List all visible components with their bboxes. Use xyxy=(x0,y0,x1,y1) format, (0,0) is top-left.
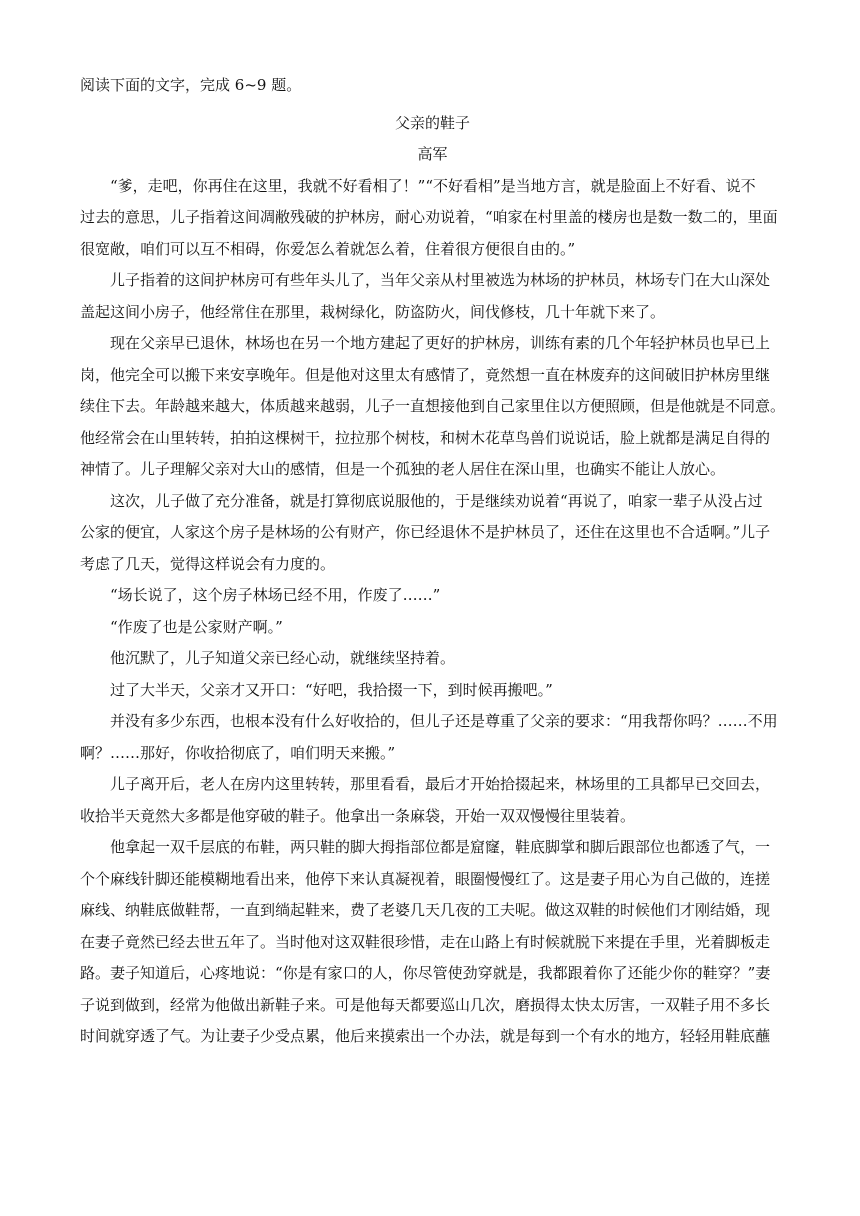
article-title: 父亲的鞋子 xyxy=(394,113,470,132)
paragraph-line: 个个麻线针脚还能模糊地看出来，他停下来认真凝视着，眼圈慢慢红了。这是妻子用心为自己做的，连搓 xyxy=(80,869,771,888)
paragraph xyxy=(80,265,785,328)
article-body xyxy=(80,171,785,1053)
paragraph-line: 过去的意思，儿子指着这间凋敝残破的护林房，耐心劝说着，“咱家在村里盖的楼房也是数一数二的，里面 xyxy=(80,208,778,226)
paragraph-line: 他沉默了，儿子知道父亲已经心动，就继续坚持着。 xyxy=(110,649,456,667)
paragraph-line: 续住下去。年龄越来越大，体质越来越弱，儿子一直想接他到自己家里住以方便照顾，但是他就是不同意。 xyxy=(80,397,786,415)
paragraph-line: 时间就穿透了气。为让妻子少受点累，他后来摸索出一个办法，就是每到一个有水的地方，轻轻用鞋底蘸 xyxy=(80,1027,771,1045)
paragraph xyxy=(80,328,785,486)
paragraph-line: 他经常会在山里转转，拍拍这棵树干，拉拉那个树枝，和树木花草鸟兽们说说话，脸上就都是满足自得的 xyxy=(80,428,771,447)
paragraph-line: 很宽敞，咱们可以互不相碍，你爱怎么着就怎么着，住着很方便很自由的。” xyxy=(80,239,576,258)
paragraph-line: 麻线、纳鞋底做鞋帮，一直到绱起鞋来，费了老婆几天几夜的工夫呢。做这双鞋的时候他们才刚结婚，现 xyxy=(80,901,771,919)
paragraph-line: 现在父亲早已退休，林场也在另一个地方建起了更好的护林房，训练有素的几个年轻护林员也早已上 xyxy=(110,334,771,352)
paragraph-line: 神情了。儿子理解父亲对大山的感情，但是一个孤独的老人居住在深山里，也确实不能让人放心。 xyxy=(80,460,726,478)
paragraph-line: 考虑了几天，觉得这样说会有力度的。 xyxy=(80,554,336,573)
document-page xyxy=(80,70,785,1053)
paragraph-line: 路。妻子知道后，心疼地说：“你是有家口的人，你尽管使劲穿就是，我都跟着你了还能少你的鞋穿？”妻 xyxy=(80,964,771,982)
paragraph-line: 盖起这间小房子，他经常住在那里，栽树绿化，防盗防火，间伐修枝，几十年就下来了。 xyxy=(80,302,666,321)
paragraph xyxy=(80,580,785,612)
paragraph-line: 收拾半天竟然大多都是他穿破的鞋子。他拿出一条麻袋，开始一双双慢慢往里装着。 xyxy=(80,806,636,825)
paragraph-line: “场长说了，这个房子林场已经不用，作废了……” xyxy=(110,586,441,604)
paragraph-line: 儿子指着的这间护林房可有些年头儿了，当年父亲从村里被选为林场的护林员，林场专门在大山深处 xyxy=(110,271,771,289)
instruction-text: 阅读下面的文字，完成 6~9 题。 xyxy=(80,76,302,94)
paragraph xyxy=(80,832,785,1053)
paragraph-line: 在妻子竟然已经去世五年了。当时他对这双鞋很珍惜，走在山路上有时候就脱下来提在手里，光着脚板走 xyxy=(80,932,771,951)
paragraph-line: 并没有多少东西，也根本没有什么好收拾的，但儿子还是尊重了父亲的要求：“用我帮你吗？……不用 xyxy=(110,712,778,730)
paragraph xyxy=(80,171,785,266)
paragraph-line: 过了大半天，父亲才又开口：“好吧，我拾掇一下，到时候再搬吧。” xyxy=(110,680,553,699)
paragraph-line: “作废了也是公家财产啊。” xyxy=(110,617,283,636)
paragraph-line: 这次，儿子做了充分准备，就是打算彻底说服他的，于是继续劝说着“再说了，咱家一辈子从没占过 xyxy=(110,491,763,510)
article-author: 高军 xyxy=(417,145,448,163)
paragraph xyxy=(80,769,785,832)
paragraph xyxy=(80,675,785,707)
paragraph-line: 他拿起一双千层底的布鞋，两只鞋的脚大拇指部位都是窟窿，鞋底脚掌和脚后跟部位也都透了气，一 xyxy=(110,838,771,856)
paragraph-line: 岗，他完全可以搬下来安享晚年。但是他对这里太有感情了，竟然想一直在林废弃的这间破旧护林房里继 xyxy=(80,365,771,384)
paragraph xyxy=(80,486,785,581)
paragraph-line: 公家的便宜，人家这个房子是林场的公有财产，你已经退休不是护林员了，还住在这里也不合适啊。”儿子 xyxy=(80,523,771,541)
paragraph-line: 子说到做到，经常为他做出新鞋子来。可是他每天都要巡山几次，磨损得太快太厉害，一双鞋子用不多长 xyxy=(80,995,771,1014)
paragraph-line: “爹，走吧，你再住在这里，我就不好看相了！”“不好看相”是当地方言，就是脸面上不好看、说不 xyxy=(110,176,756,195)
paragraph xyxy=(80,612,785,644)
paragraph xyxy=(80,706,785,769)
paragraph xyxy=(80,643,785,675)
paragraph-line: 啊？……那好，你收拾彻底了，咱们明天来搬。” xyxy=(80,743,396,762)
paragraph-line: 儿子离开后，老人在房内这里转转，那里看看，最后才开始拾掇起来，林场里的工具都早已交回去， xyxy=(110,775,771,793)
